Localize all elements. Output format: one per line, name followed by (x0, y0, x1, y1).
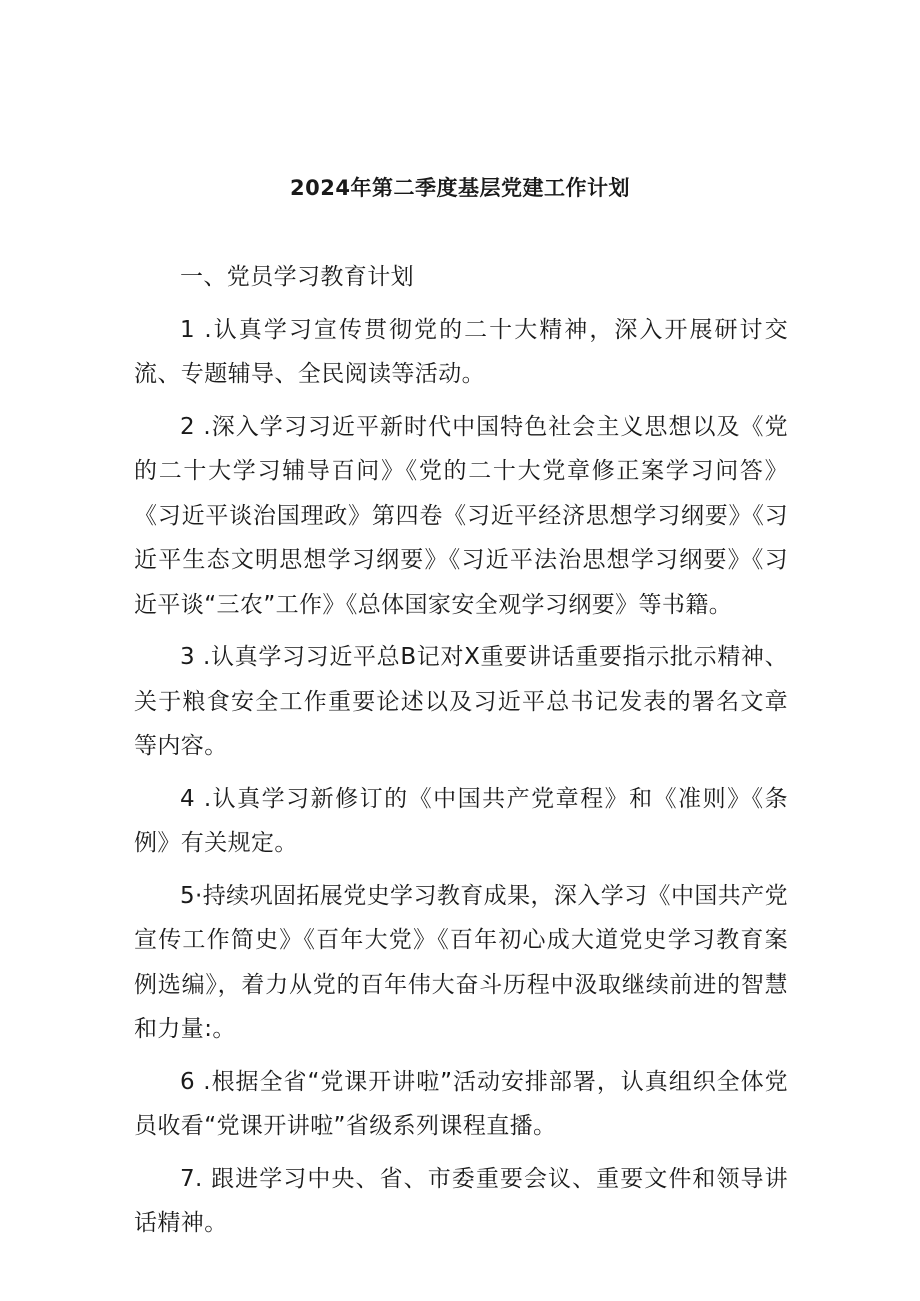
document-body (134, 255, 788, 1254)
list-item: 5·持续巩固拓展党史学习教育成果，深入学习《中国共产党宣传工作简史》《百年大党》《百年初心成大道党史学习教育案例选编》，着力从党的百年伟大奋斗历程中汲取继续前进的智慧和力量:。 (134, 882, 788, 1042)
list-item: 1 .认真学习宣传贯彻党的二十大精神，深入开展研讨交流、专题辅导、全民阅读等活动。 (134, 316, 788, 387)
list-item: 6 .根据全省“党课开讲啦”活动安排部署，认真组织全体党员收看“党课开讲啦”省级系列课程直播。 (134, 1068, 788, 1139)
section-heading: 一、党员学习教育计划 (180, 264, 414, 290)
document-title: 2024年第二季度基层党建工作计划 (290, 176, 630, 200)
list-item: 7. 跟进学习中央、省、市委重要会议、重要文件和领导讲话精神。 (134, 1165, 788, 1236)
list-item: 2 .深入学习习近平新时代中国特色社会主义思想以及《党的二十大学习辅导百问》《党的二十大党章修正案学习问答》《习近平谈治国理政》第四卷《习近平经济思想学习纲要》《习近平生态文明思想学习纲要》《习近平法治思想学习纲要》《习近平谈“三农”工作》《总体国家安全观学习纲要》等书籍。 (134, 413, 788, 618)
list-item: 4 .认真学习新修订的《中国共产党章程》和《准则》《条例》有关规定。 (134, 785, 788, 856)
list-item: 3 .认真学习习近平总B记对X重要讲话重要指示批示精神、关于粮食安全工作重要论述以及习近平总书记发表的署名文章等内容。 (134, 644, 788, 759)
